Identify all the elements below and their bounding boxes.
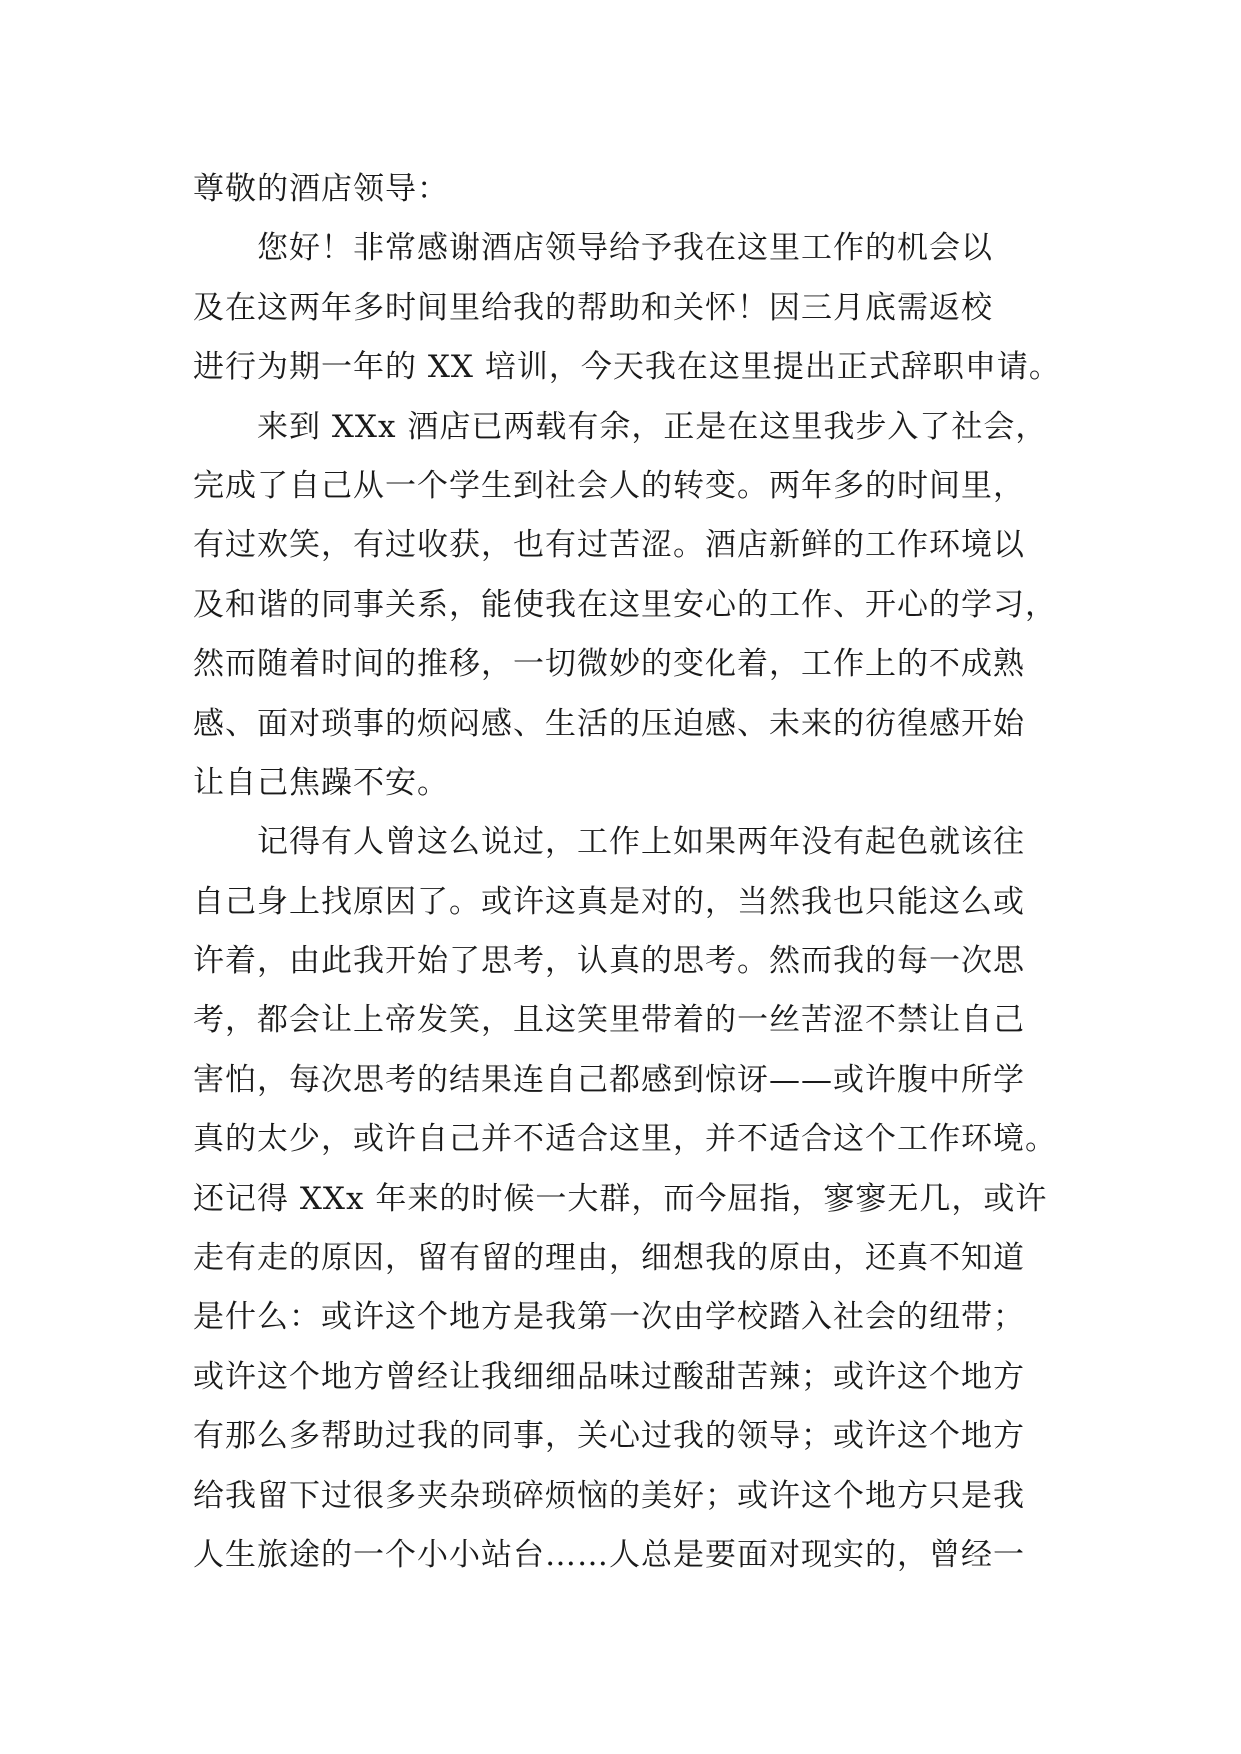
paragraph-1-line-3: 进行为期一年的 XX 培训，今天我在这里提出正式辞职申请。: [193, 349, 1061, 386]
paragraph-3-line-10: 或许这个地方曾经让我细细品味过酸甜苦辣；或许这个地方: [193, 1358, 1025, 1395]
paragraph-3-line-2: 自己身上找原因了。或许这真是对的，当然我也只能这么或: [193, 883, 1025, 920]
paragraph-3-line-3: 许着，由此我开始了思考，认真的思考。然而我的每一次思: [193, 943, 1025, 980]
paragraph-3-line-5: 害怕，每次思考的结果连自己都感到惊讶——或许腹中所学: [193, 1061, 1025, 1098]
paragraph-3-line-12: 给我留下过很多夹杂琐碎烦恼的美好；或许这个地方只是我: [193, 1477, 1025, 1514]
paragraph-2-line-1: 来到 XXx 酒店已两载有余，正是在这里我步入了社会，: [257, 408, 1048, 445]
paragraph-3-line-8: 走有走的原因，留有留的理由，细想我的原由，还真不知道: [193, 1240, 1025, 1277]
paragraph-2-line-4: 及和谐的同事关系，能使我在这里安心的工作、开心的学习，: [193, 586, 1057, 623]
letter-body: [193, 160, 1063, 1585]
paragraph-3-line-9: 是什么：或许这个地方是我第一次由学校踏入社会的纽带；: [193, 1299, 1025, 1336]
paragraph-1-line-1: 您好！非常感谢酒店领导给予我在这里工作的机会以: [257, 230, 993, 267]
paragraph-3-line-1: 记得有人曾这么说过，工作上如果两年没有起色就该往: [257, 824, 1025, 861]
paragraph-3-line-4: 考，都会让上帝发笑，且这笑里带着的一丝苦涩不禁让自己: [193, 1002, 1025, 1039]
paragraph-2-line-3: 有过欢笑，有过收获，也有过苦涩。酒店新鲜的工作环境以: [193, 527, 1025, 564]
paragraph-3-line-11: 有那么多帮助过我的同事，关心过我的领导；或许这个地方: [193, 1418, 1025, 1455]
paragraph-3-line-6: 真的太少，或许自己并不适合这里，并不适合这个工作环境。: [193, 1121, 1057, 1158]
paragraph-2-line-5: 然而随着时间的推移，一切微妙的变化着，工作上的不成熟: [193, 646, 1025, 683]
paragraph-3-line-7: 还记得 XXx 年来的时候一大群，而今屈指，寥寥无几，或许: [193, 1180, 1048, 1217]
paragraph-1-line-2: 及在这两年多时间里给我的帮助和关怀！因三月底需返校: [193, 289, 993, 326]
paragraph-3-line-13: 人生旅途的一个小小站台……人总是要面对现实的，曾经一: [193, 1536, 1025, 1573]
salutation: 尊敬的酒店领导：: [193, 171, 449, 207]
paragraph-2-line-2: 完成了自己从一个学生到社会人的转变。两年多的时间里，: [193, 467, 1025, 504]
paragraph-2-line-6: 感、面对琐事的烦闷感、生活的压迫感、未来的彷徨感开始: [193, 705, 1025, 742]
paragraph-2-line-7: 让自己焦躁不安。: [193, 764, 449, 801]
